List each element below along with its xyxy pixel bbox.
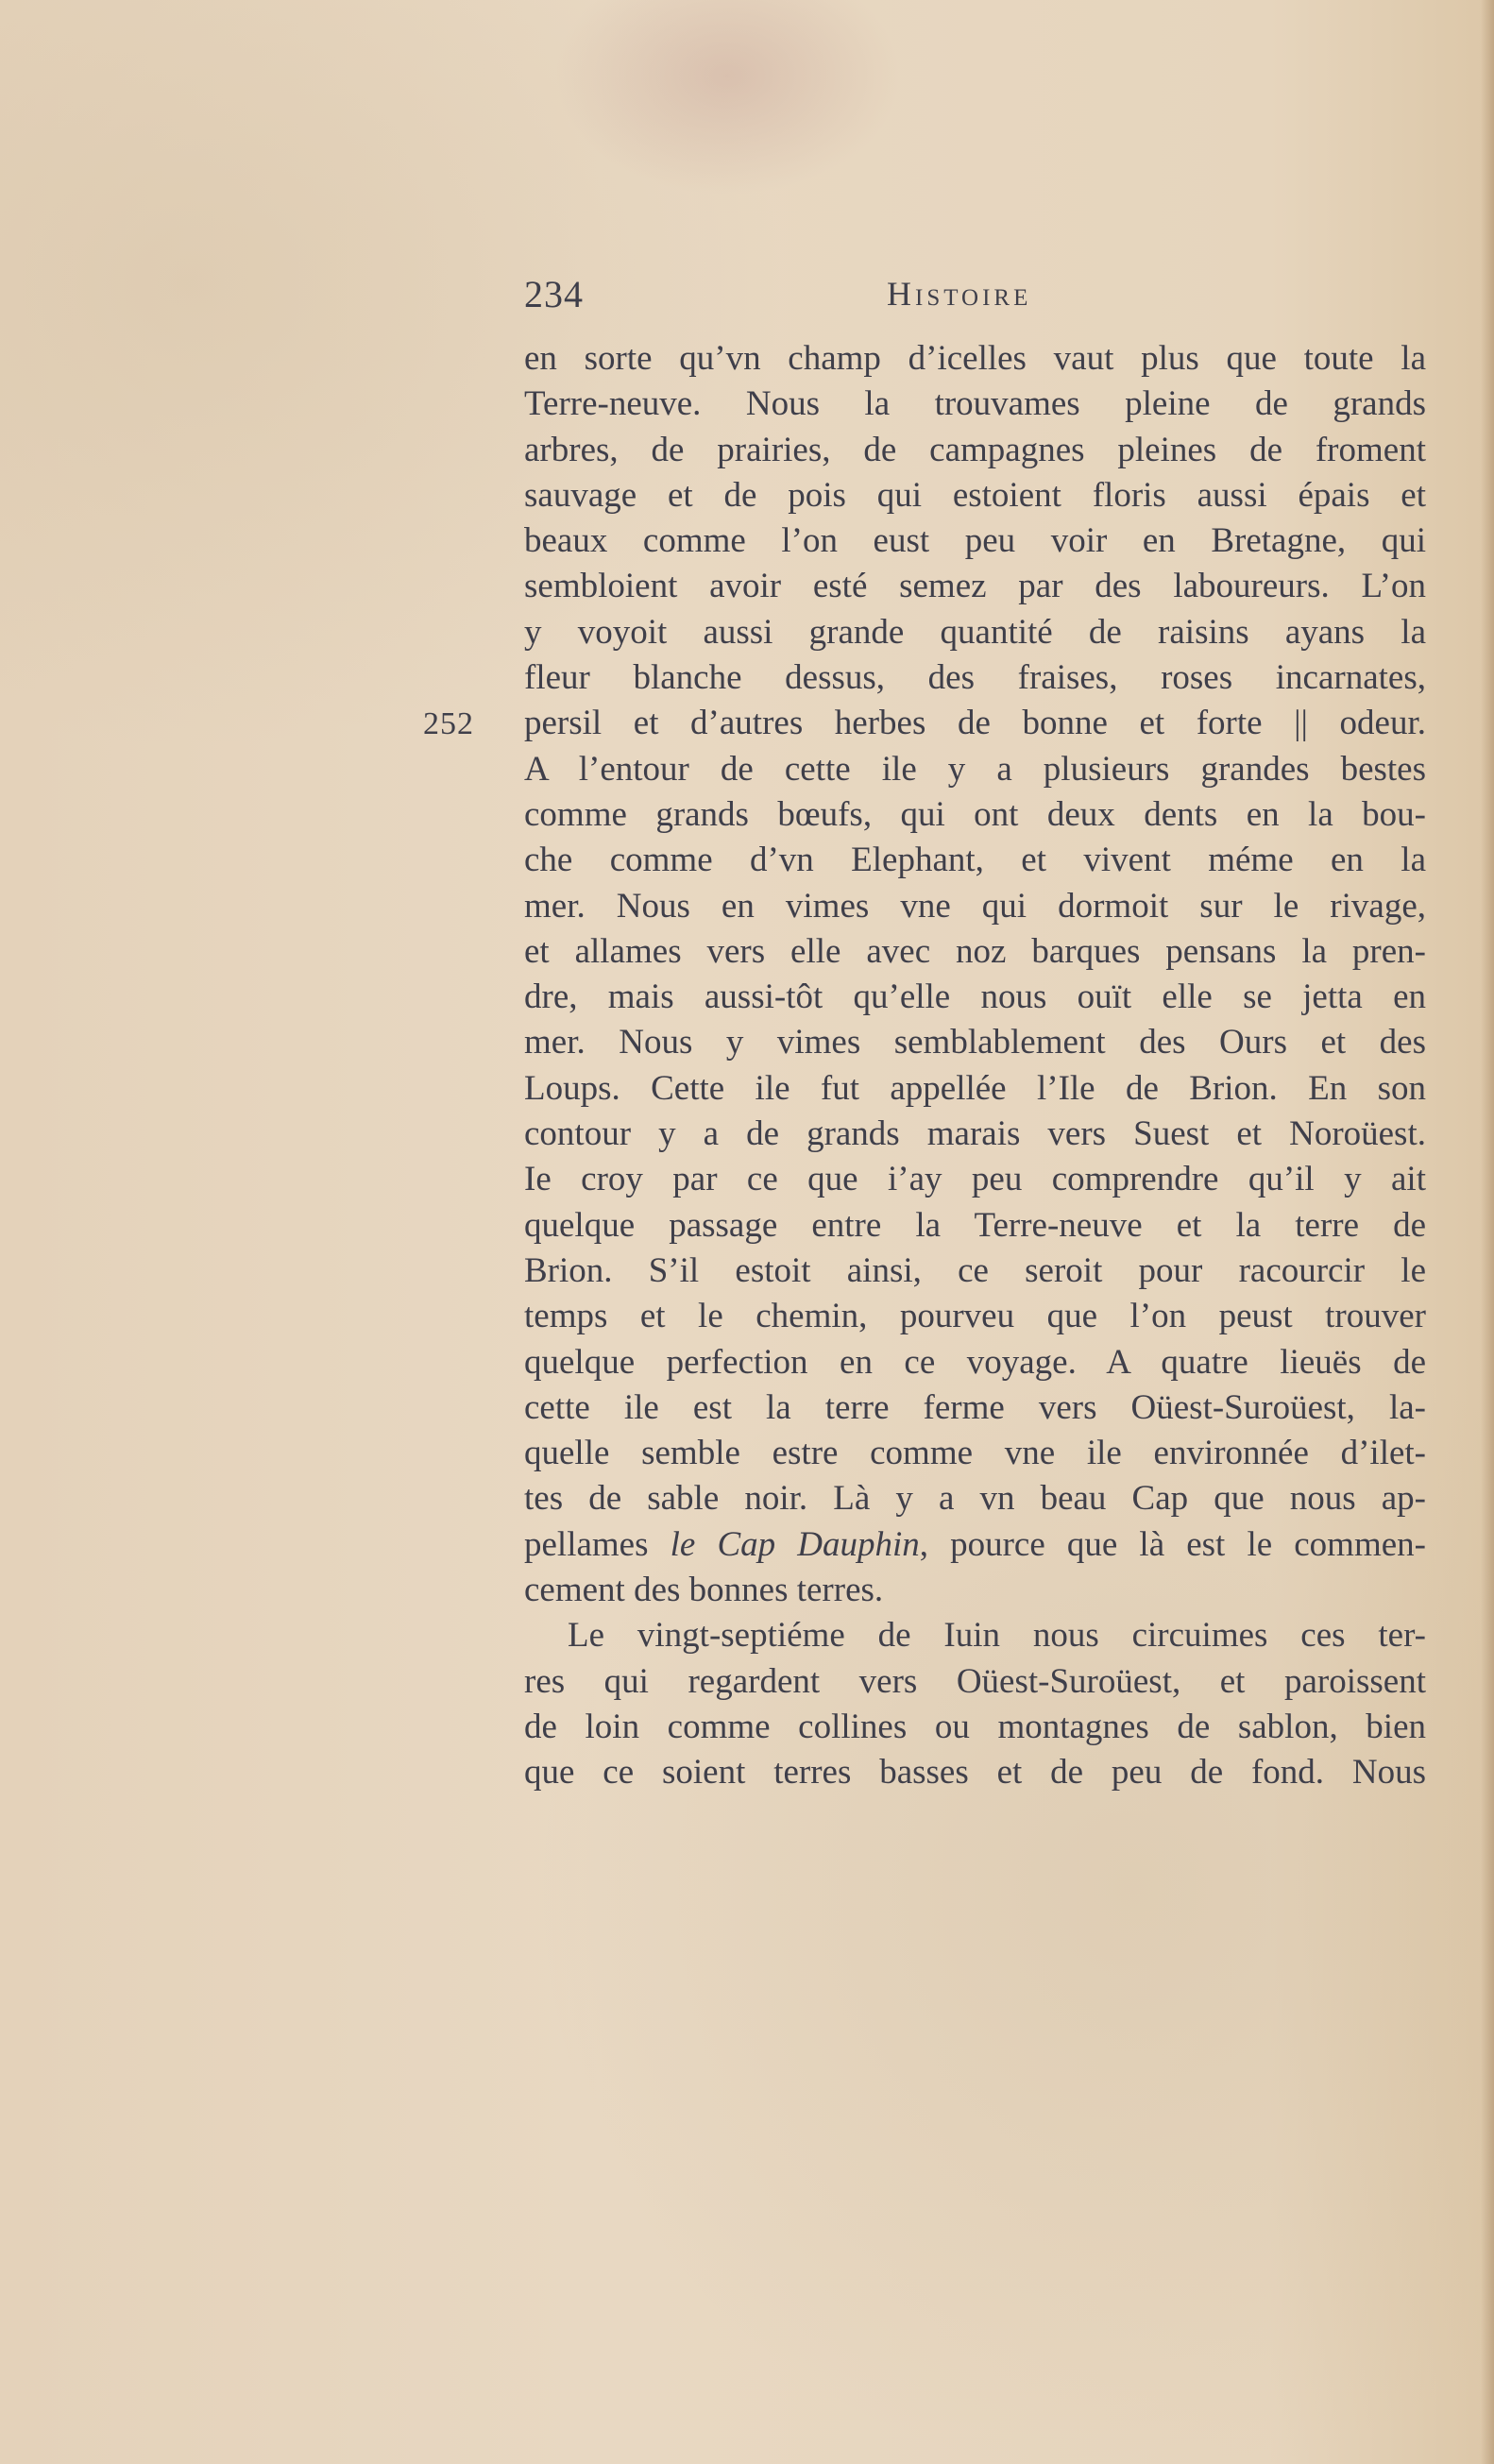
text-line: cette ile est la terre ferme vers Oüest-Suroüest, la- bbox=[524, 1387, 1426, 1427]
text-line: de loin comme collines ou montagnes de sablon, bien bbox=[524, 1707, 1426, 1746]
text-line: persil et d’autres herbes de bonne et forte || odeur. bbox=[524, 704, 1426, 743]
text-line: Brion. S’il estoit ainsi, ce seroit pour racourcir le bbox=[524, 1250, 1426, 1290]
text-line: comme grands bœufs, qui ont deux dents en la bou- bbox=[524, 794, 1426, 834]
text-line: tes de sable noir. Là y a vn beau Cap que nous ap- bbox=[524, 1479, 1426, 1519]
body-text bbox=[524, 336, 1426, 1796]
text-segment: , pource que là est le commen- bbox=[919, 1524, 1426, 1564]
text-line: Le vingt-septiéme de Iuin nous circuimes ces ter- bbox=[568, 1616, 1426, 1656]
page-edge-shadow bbox=[1481, 0, 1494, 2464]
text-line: y voyoit aussi grande quantité de raisins ayans la bbox=[524, 612, 1426, 652]
text-line: quelle semble estre comme vne ile environnée d’ilet- bbox=[524, 1434, 1426, 1473]
text-line: quelque perfection en ce voyage. A quatre lieuës de bbox=[524, 1342, 1426, 1382]
text-line: et allames vers elle avec noz barques pensans la pren- bbox=[524, 931, 1426, 971]
text-line: sembloient avoir esté semez par des laboureurs. L’on bbox=[524, 567, 1426, 606]
text-line: Ie croy par ce que i’ay peu comprendre qu’il y ait bbox=[524, 1160, 1426, 1199]
text-line: quelque passage entre la Terre-neuve et la terre de bbox=[524, 1205, 1426, 1245]
text-line: che comme d’vn Elephant, et vivent méme en la bbox=[524, 841, 1426, 880]
text-line: contour y a de grands marais vers Suest et Noroüest. bbox=[524, 1114, 1426, 1154]
text-line-with-italic bbox=[524, 1522, 1426, 1568]
text-line: mer. Nous y vimes semblablement des Ours et des bbox=[524, 1023, 1426, 1062]
text-line: res qui regardent vers Oüest-Suroüest, et paroissent bbox=[524, 1661, 1426, 1701]
text-line: Terre-neuve. Nous la trouvames pleine de grands bbox=[524, 384, 1426, 424]
margin-page-reference: 252 bbox=[423, 706, 474, 741]
text-line: temps et le chemin, pourveu que l’on peust trouver bbox=[524, 1297, 1426, 1336]
running-head bbox=[524, 266, 1431, 323]
text-line: sauvage et de pois qui estoient floris aussi épais et bbox=[524, 475, 1426, 515]
text-line: que ce soient terres basses et de peu de fond. Nous bbox=[524, 1753, 1426, 1793]
text-line: arbres, de prairies, de campagnes pleines de froment bbox=[524, 430, 1426, 469]
text-line: en sorte qu’vn champ d’icelles vaut plus que toute la bbox=[524, 339, 1426, 378]
text-line: dre, mais aussi-tôt qu’elle nous ouït elle se jetta en bbox=[524, 977, 1426, 1017]
running-title: Histoire bbox=[887, 275, 1032, 313]
text-line: mer. Nous en vimes vne qui dormoit sur le rivage, bbox=[524, 886, 1426, 926]
text-line: beaux comme l’on eust peu voir en Bretagne, qui bbox=[524, 521, 1426, 561]
text-line: A l’entour de cette ile y a plusieurs grandes bestes bbox=[524, 749, 1426, 789]
text-line: cement des bonnes terres. bbox=[524, 1571, 884, 1610]
text-line: fleur blanche dessus, des fraises, roses incarnates, bbox=[524, 658, 1426, 698]
italic-place-name: le Cap Dauphin bbox=[670, 1524, 920, 1564]
text-segment: pellames bbox=[524, 1524, 671, 1564]
text-line: Loups. Cette ile fut appellée l’Ile de Brion. En son bbox=[524, 1068, 1426, 1108]
page-number: 234 bbox=[524, 273, 584, 315]
